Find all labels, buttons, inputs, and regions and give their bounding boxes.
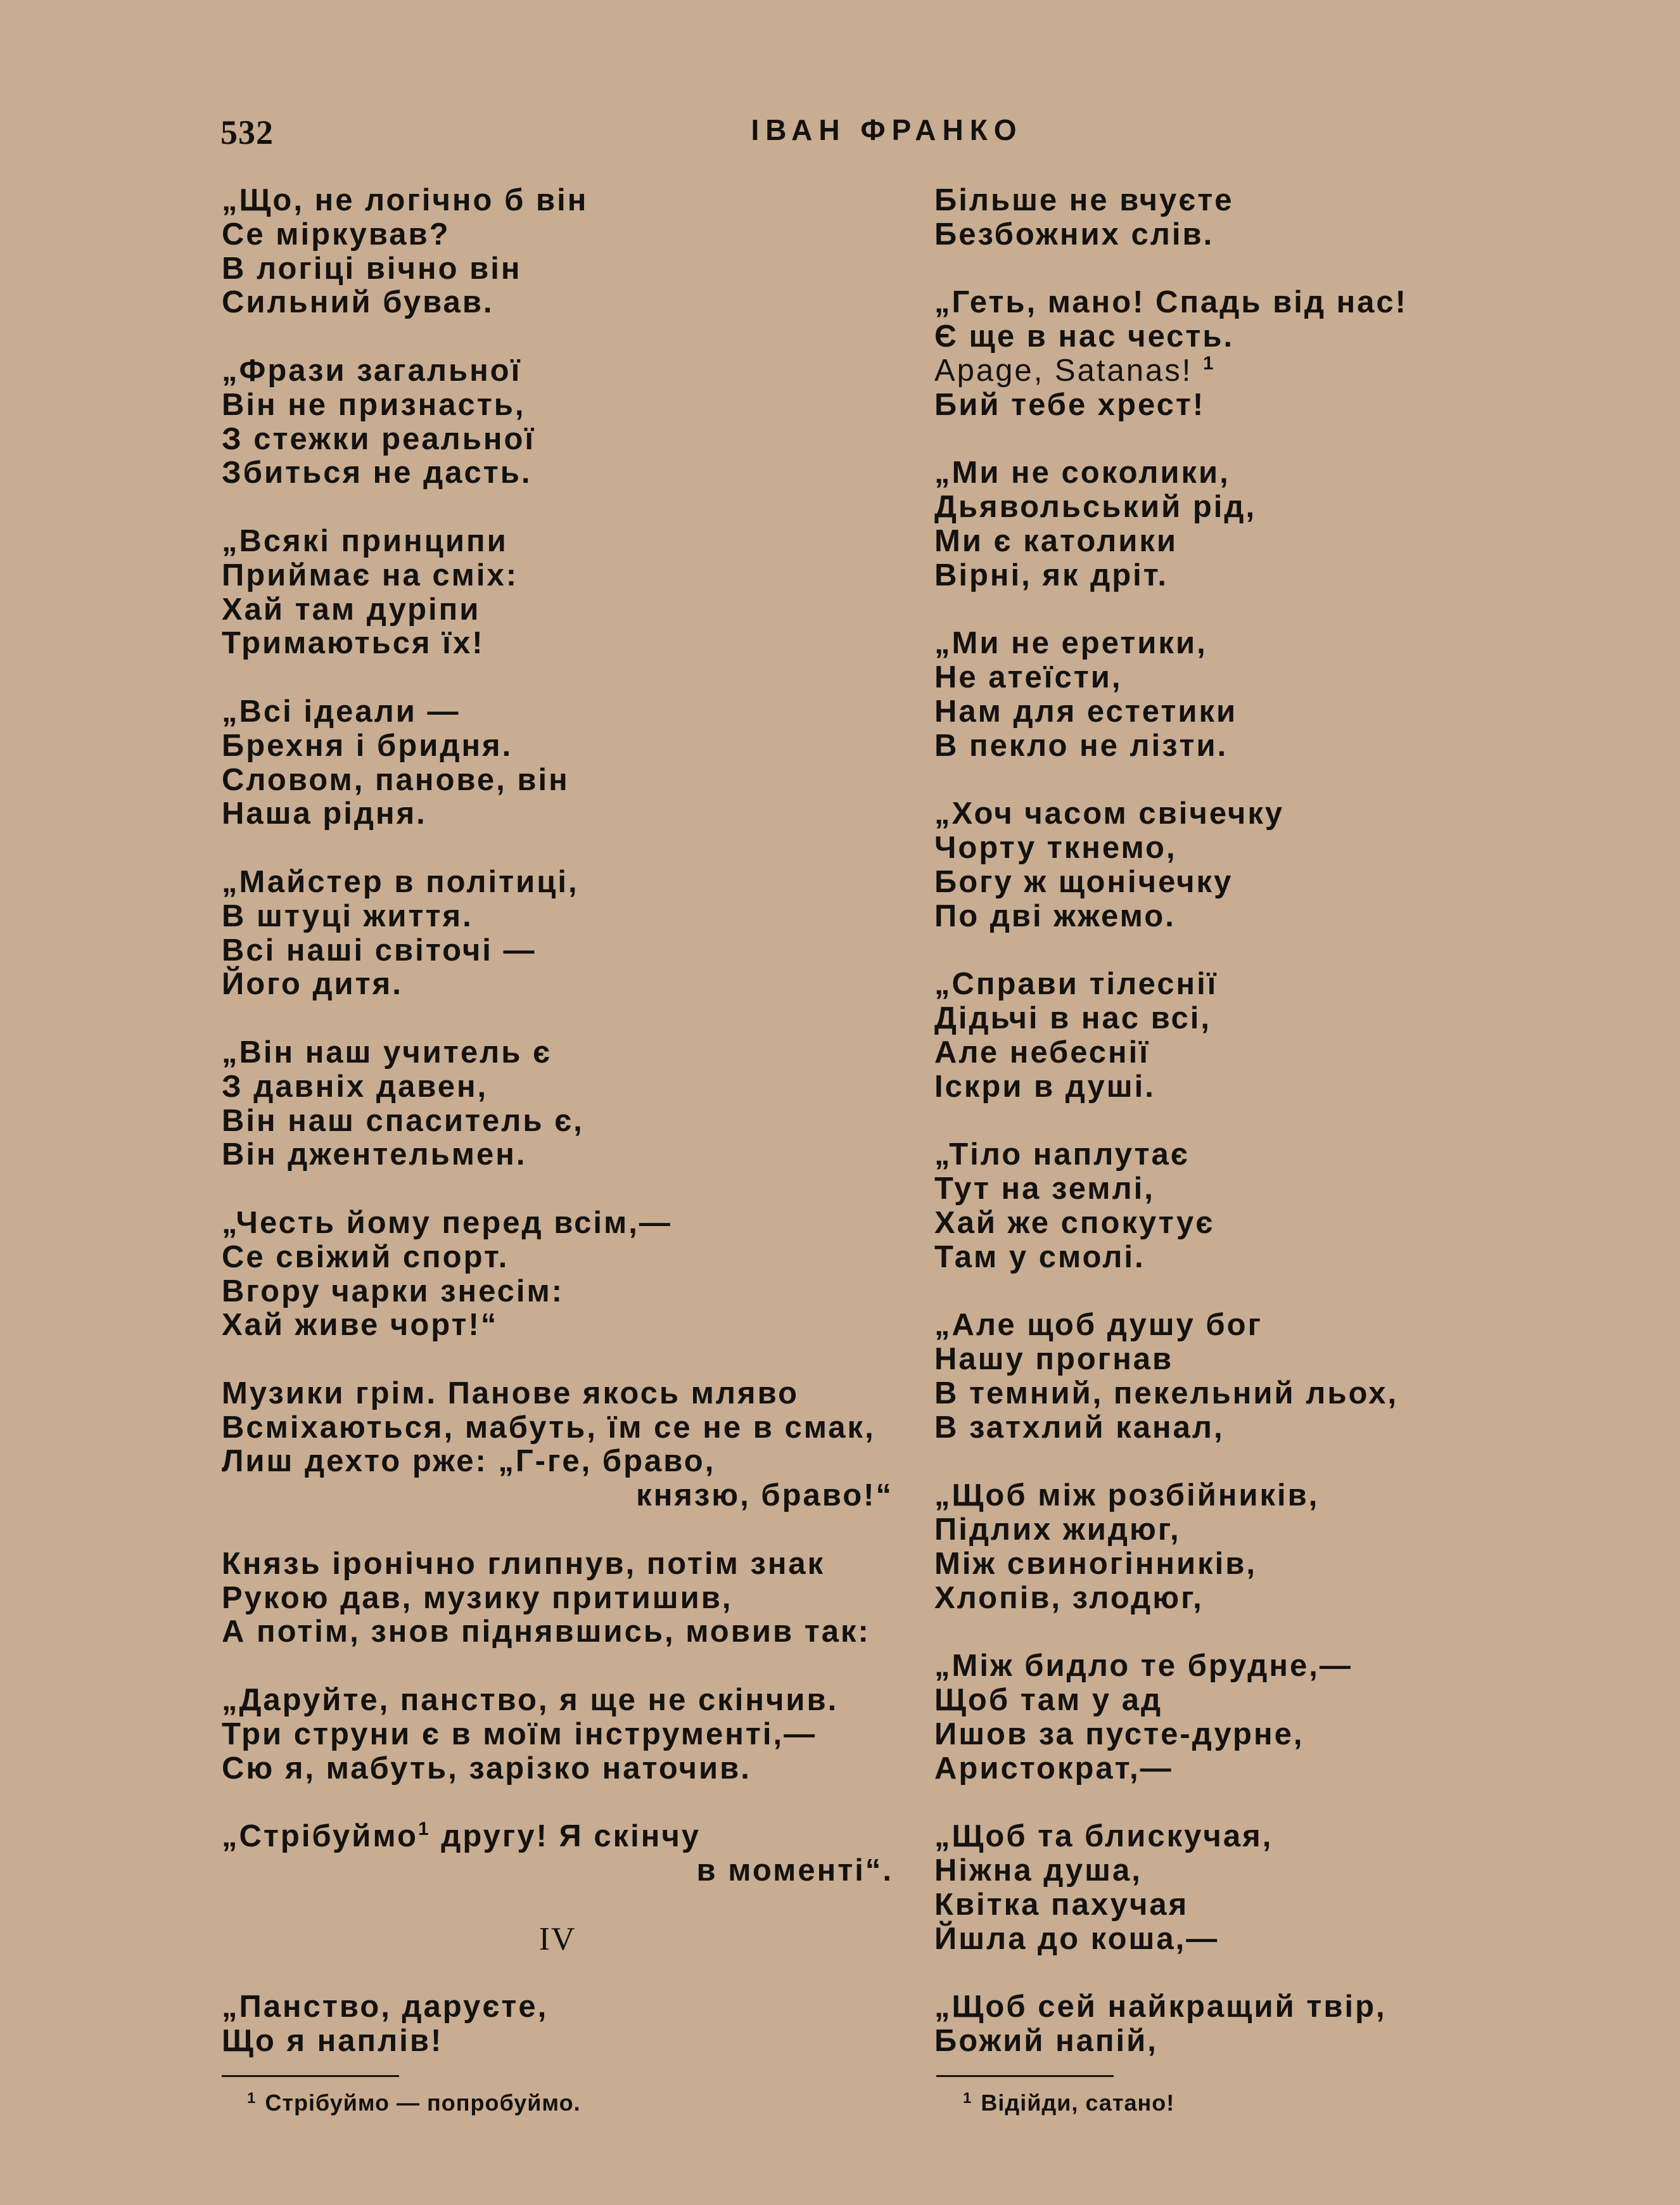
stanza [934,184,1467,252]
verse-line: Се міркував? [222,217,450,252]
verse-line: „Що, не логічно б він [222,183,589,217]
stanza [934,1479,1467,1615]
verse-line: „Щоб сей найкращий твір, [934,1990,1387,2024]
stanza [222,354,893,490]
verse-line: Більше не вчуєте [934,183,1234,217]
verse-line: Збиться не дасть. [222,456,532,490]
verse-line: „Даруйте, панство, я ще не скінчив. [222,1683,839,1718]
verse-line: Не атеїсти, [934,660,1123,695]
verse-line: Його дитя. [222,967,403,1002]
verse-line: Нашу прогнав [934,1342,1174,1377]
verse-line: „Тіло наплутає [934,1137,1190,1172]
verse-line: Се свіжий спорт. [222,1239,509,1274]
stanza [222,1684,893,1786]
verse-line: Хай там дуріпи [222,592,481,627]
verse-line: Нам для естетики [934,694,1238,729]
footnote-mark: 1 [963,2090,972,2107]
footnote [247,2090,581,2116]
stanza [934,797,1467,933]
verse-line: Безбожних слів. [934,217,1214,252]
verse-line: Всміхаються, мабуть, їм се не в смак, [222,1410,875,1445]
verse-line [222,1820,893,1854]
verse-line: Рукою дав, музику притишив, [222,1580,733,1615]
footnote-divider [936,2075,1114,2077]
verse-line: Квітка пахучая [934,1887,1189,1922]
verse-line: Хай живе чорт!“ [222,1308,499,1343]
stanza [222,1036,893,1172]
verse-line: А потім, знов піднявшись, мовив так: [222,1614,870,1649]
verse-line: Ми є католики [934,523,1178,558]
stanza [934,456,1467,592]
verse-line: Підлих жидюг, [934,1512,1181,1547]
right-column [934,184,1467,2059]
verse-line: Хай же спокутує [934,1205,1215,1240]
verse-line: Іскри в душі. [934,1069,1155,1104]
verse-line: Вірні, як дріт. [934,558,1169,592]
verse-text: „Стрібуймо [222,1819,418,1854]
verse-line: Музики грім. Панове якось мляво [222,1376,799,1410]
verse-line: Він джентельмен. [222,1137,527,1172]
running-title: ІВАН ФРАНКО [751,113,1023,146]
verse-line: „Честь йому перед всім,— [222,1205,672,1240]
stanza [222,1206,893,1343]
verse-line: Вгору чарки знесім: [222,1274,564,1308]
verse-line: „Справи тілеснії [934,967,1218,1002]
verse-line: Словом, панове, він [222,762,570,797]
footnote-text: Відійди, сатано! [981,2090,1175,2116]
verse-line: Ніжна душа, [934,1853,1142,1888]
verse-line: Хлопів, злодюг, [934,1580,1204,1615]
verse-line: Щоб там у ад [934,1683,1163,1718]
verse-line: „Всі ідеали — [222,694,461,729]
verse-line: Але небеснії [934,1035,1150,1070]
section-number: IV [538,1921,576,1957]
verse-line: Між свиногінників, [934,1546,1257,1581]
stanza [222,1820,893,1888]
verse-line: Божий напій, [934,2024,1158,2059]
verse-line: Там у смолі. [934,1239,1145,1274]
verse-line: Тримаються їх! [222,626,485,661]
stanza [934,1820,1467,1956]
verse-line: „Між бидло те брудне,— [934,1649,1352,1684]
stanza [222,1547,893,1649]
verse-line: В штуці життя. [222,898,473,933]
verse-line: „Геть, мано! Спадь від нас! [934,285,1408,320]
verse-line: Аристократ,— [934,1751,1173,1786]
stanza [222,525,893,661]
verse-line: Є ще в нас честь. [934,319,1235,354]
verse-line: „Всякі принципи [222,523,508,558]
verse-line: Дьявольський рід, [934,490,1257,525]
verse-line: Дідьчі в нас всі, [934,1001,1211,1036]
verse-line: „Ми не еретики, [934,626,1207,661]
stanza [934,1990,1467,2059]
verse-line: По дві жжемо. [934,898,1176,933]
verse-line: В темний, пекельний льох, [934,1376,1399,1410]
verse-line: Брехня і бридня. [222,728,513,763]
verse-line: Ишов за пусте-дурне, [934,1716,1304,1751]
verse-text: другу! Я скінчу [430,1819,701,1854]
stanza [222,184,893,320]
verse-line: Наша рідня. [222,796,427,831]
footnote-reference: 1 [1202,352,1216,374]
stanza [934,1649,1467,1786]
verse-line: Йшла до коша,— [934,1921,1219,1956]
footnote [963,2090,1174,2116]
stanza [934,286,1467,422]
stanza [934,968,1467,1104]
verse-line: Богу ж щонічечку [934,864,1233,899]
verse-line: В логіці вічно він [222,251,522,286]
verse-line: Приймає на сміх: [222,558,519,592]
stanza [222,866,893,1002]
footnote-reference: 1 [417,1818,431,1840]
verse-line: В затхлий канал, [934,1410,1225,1445]
verse-line: З давніх давен, [222,1069,488,1104]
footnote-divider [222,2075,399,2077]
verse-line-indented: в моменті“. [696,1853,893,1888]
verse-line: В пекло не лізти. [934,728,1228,763]
verse-line: „Хоч часом свічечку [934,796,1285,831]
verse-line [934,354,1467,388]
verse-line: Сю я, мабуть, зарізко наточив. [222,1751,751,1786]
stanza [934,1308,1467,1445]
page-number: 532 [220,113,274,151]
footnote-text: Стрібуймо — попробуймо. [265,2090,581,2116]
verse-line: „Майстер в політиці, [222,864,579,899]
verse-text: Apage, Satanas! [934,353,1193,388]
verse-line: „Щоб між розбійників, [934,1478,1320,1513]
verse-line: „Ми не соколики, [934,456,1230,490]
verse-line: З стежки реальної [222,421,536,456]
verse-line-indented: князю, браво!“ [636,1478,893,1513]
footnote-mark: 1 [247,2090,257,2107]
verse-line: Він не признасть, [222,387,526,422]
verse-line: „Фрази загальної [222,353,522,388]
stanza [934,1138,1467,1274]
verse-line: Тут на землі, [934,1172,1155,1206]
verse-line: Що я наплів! [222,2024,443,2059]
verse-line: Князь іронічно глипнув, потім знак [222,1546,825,1581]
verse-line: Чорту ткнемо, [934,831,1177,866]
verse-line: Бий тебе хрест! [934,387,1206,422]
verse-line: „Панство, даруєте, [222,1990,549,2024]
left-column [222,184,893,2059]
verse-line: „Щоб та блискучая, [934,1819,1273,1854]
verse-line: Лиш дехто рже: „Г-ге, браво, [222,1444,716,1479]
verse-line: Сильний бував. [222,285,494,320]
verse-line: „Але щоб душу бог [934,1308,1263,1343]
verse-line: Три струни є в моїм інструменті,— [222,1716,817,1751]
stanza [222,1377,893,1513]
stanza [222,695,893,831]
verse-line: Всі наші світочі — [222,933,537,968]
verse-line: Він наш спаситель є, [222,1103,584,1138]
stanza [222,1990,893,2059]
verse-line: „Він наш учитель є [222,1035,552,1070]
stanza [934,627,1467,763]
